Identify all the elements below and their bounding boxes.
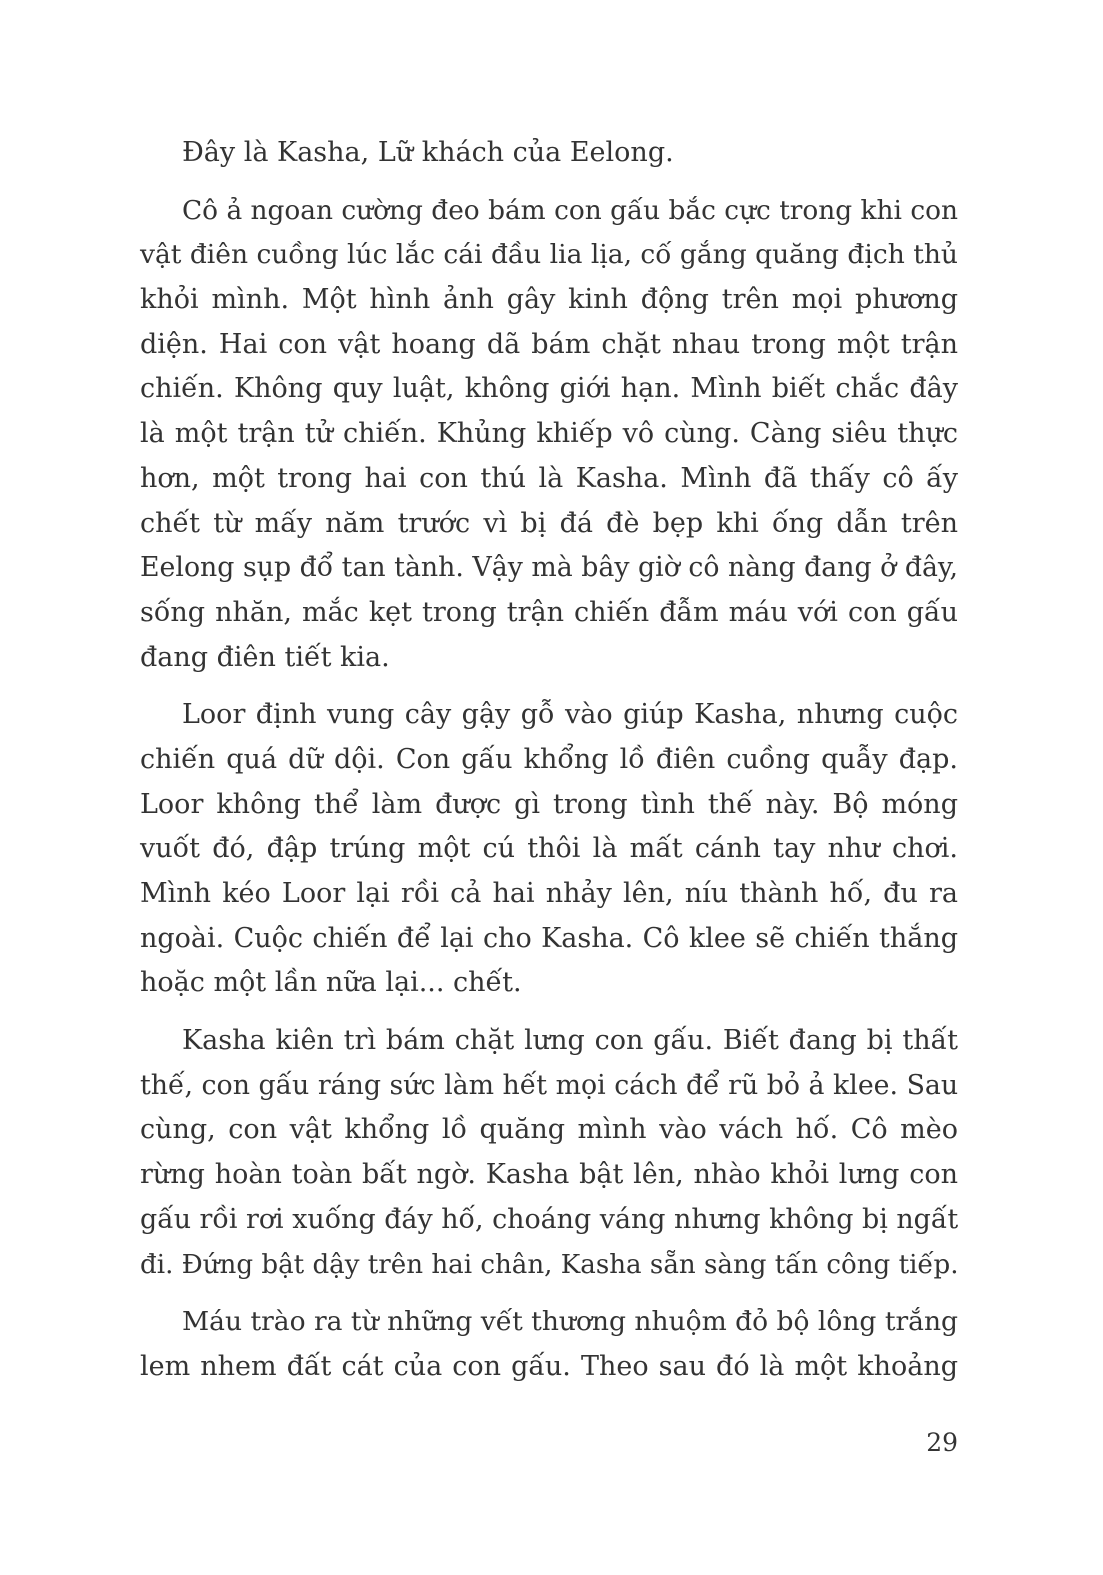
text-line: chiến quá dữ dội. Con gấu khổng lồ điên cuồng quẫy đạp. [140,743,958,775]
text-line: chiến. Không quy luật, không giới hạn. Mình biết chắc đây [140,373,958,405]
text-line: đi. Đứng bật dậy trên hai chân, Kasha sẵn sàng tấn công tiếp. [140,1249,959,1280]
text-line: Đây là Kasha, Lữ khách của Eelong. [182,137,674,168]
text-line: khỏi mình. Một hình ảnh gây kinh động trên mọi phương [140,284,958,316]
paragraph-3 [140,693,958,1006]
text-line: cùng, con vật khổng lồ quăng mình vào vách hố. Cô mèo [140,1114,958,1146]
text-line: ngoài. Cuộc chiến để lại cho Kasha. Cô klee sẽ chiến thắng [140,922,958,954]
text-line: hơn, một trong hai con thú là Kasha. Mình đã thấy cô ấy [140,462,958,494]
text-line: gấu rồi rơi xuống đáy hố, choáng váng nhưng không bị ngất [140,1203,959,1235]
text-line: Cô ả ngoan cường đeo bám con gấu bắc cực trong khi con [182,195,958,226]
text-line: Loor không thể làm được gì trong tình thế này. Bộ móng [140,788,958,820]
text-line: đang điên tiết kia. [140,641,390,673]
text-line: Kasha kiên trì bám chặt lưng con gấu. Biết đang bị thất [182,1025,958,1057]
paragraph-2 [140,189,958,681]
text-line: Mình kéo Loor lại rồi cả hai nhảy lên, níu thành hố, đu ra [140,878,958,909]
text-line: vuốt đó, đập trúng một cú thôi là mất cánh tay như chơi. [140,833,958,865]
paragraph-5 [140,1300,958,1389]
paragraph-4 [140,1019,958,1287]
text-line: rừng hoàn toàn bất ngờ. Kasha bật lên, nhào khỏi lưng con [140,1159,958,1191]
text-line: vật điên cuồng lúc lắc cái đầu lia lịa, cố gắng quăng địch thủ [140,239,958,271]
text-line: hoặc một lần nữa lại... chết. [140,967,522,999]
text-line: Eelong sụp đổ tan tành. Vậy mà bây giờ cô nàng đang ở đây, [140,552,958,584]
text-line: Máu trào ra từ những vết thương nhuộm đỏ bộ lông trắng [182,1306,959,1338]
text-line: sống nhăn, mắc kẹt trong trận chiến đẫm máu với con gấu [140,596,958,628]
page-number: 29 [926,1428,958,1457]
text-line: là một trận tử chiến. Khủng khiếp vô cùng. Càng siêu thực [140,418,958,450]
text-line: diện. Hai con vật hoang dã bám chặt nhau trong một trận [140,328,958,360]
page-body [140,131,958,1431]
text-line: thế, con gấu ráng sức làm hết mọi cách để rũ bỏ ả klee. Sau [140,1069,959,1101]
text-line: lem nhem đất cát của con gấu. Theo sau đó là một khoảng [140,1350,958,1382]
text-line: Loor định vung cây gậy gỗ vào giúp Kasha, nhưng cuộc [182,699,958,731]
text-line: chết từ mấy năm trước vì bị đá đè bẹp khi ống dẫn trên [140,507,958,539]
paragraph-1 [140,131,958,176]
